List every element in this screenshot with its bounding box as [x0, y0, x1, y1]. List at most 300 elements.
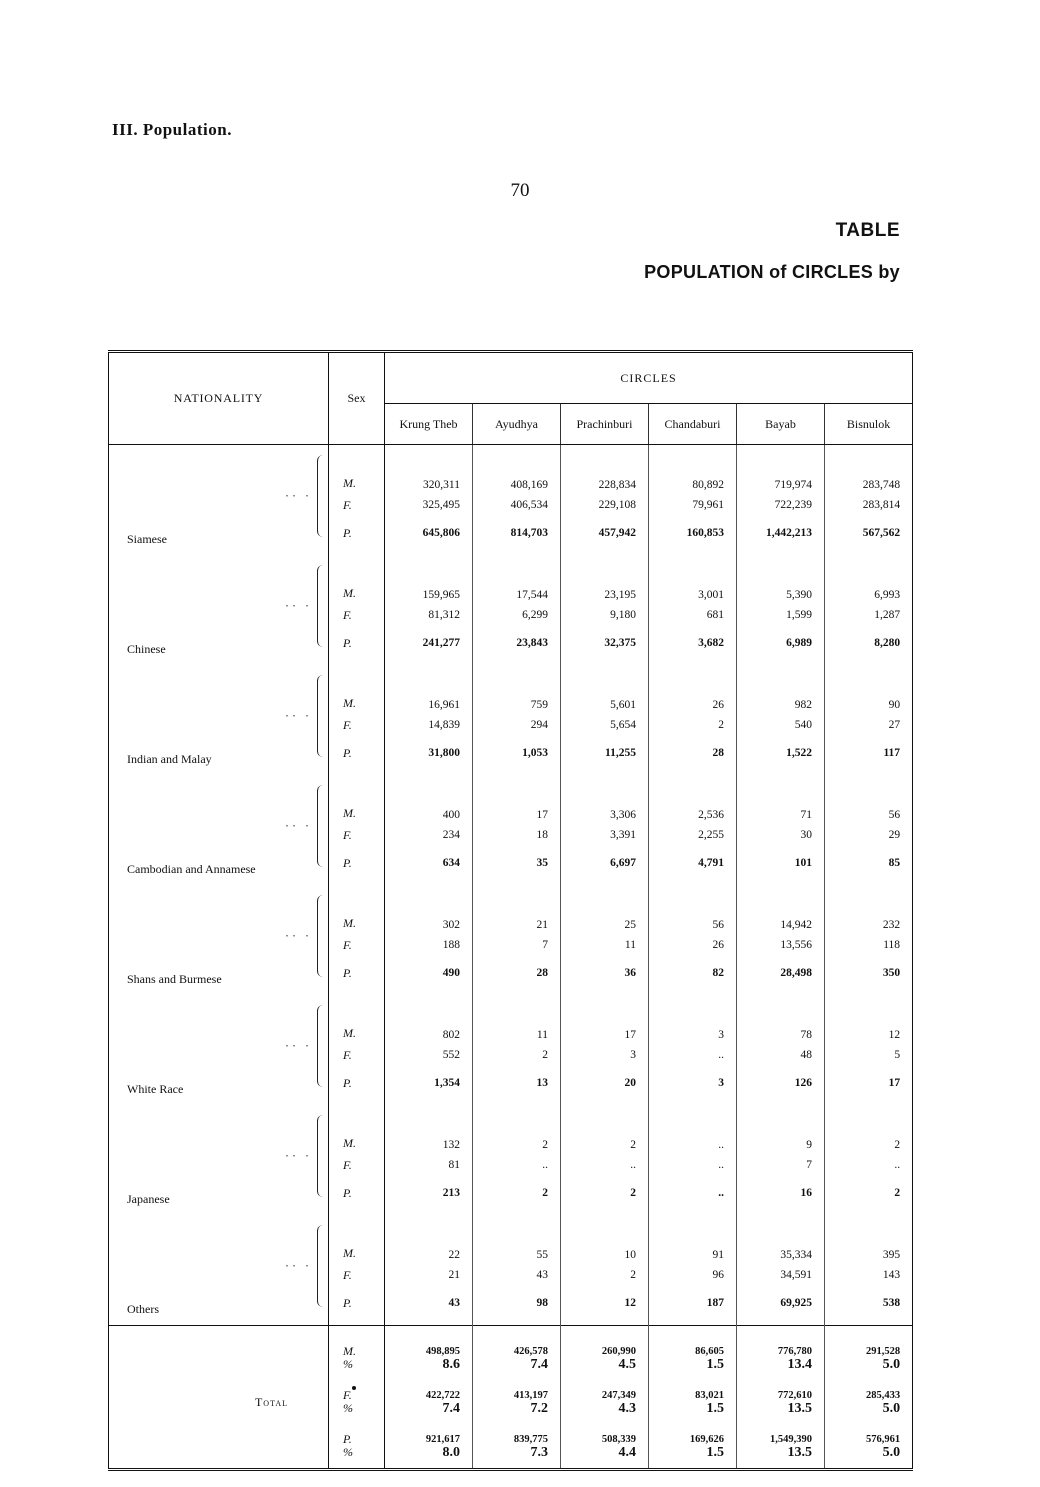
- value-cell: 1,287: [874, 609, 901, 621]
- leader-dots: ·· ·: [285, 1038, 312, 1053]
- leader-dots: ·· ·: [285, 818, 312, 833]
- value-cell: 3: [649, 1069, 737, 1097]
- value-cell: 5,654: [561, 711, 649, 739]
- sex-cell: M.: [329, 885, 385, 931]
- value-cell: 23,195: [561, 555, 649, 601]
- value-cell: 3,306: [561, 775, 649, 821]
- spacer-cell: [473, 1207, 561, 1215]
- value-cell: 2,255: [649, 821, 737, 849]
- value-cell: 23,843: [473, 629, 561, 657]
- value-cell: 81: [385, 1151, 473, 1179]
- value-cell: 55: [473, 1215, 561, 1261]
- value-cell: 722,239: [737, 491, 825, 519]
- spacer-cell: [109, 657, 329, 665]
- spacer-cell: [649, 767, 737, 775]
- value-cell: 6,697: [561, 849, 649, 877]
- table-row: [109, 555, 913, 601]
- value-cell: 408,169: [473, 445, 561, 492]
- sex-label: P.: [343, 1432, 352, 1446]
- total-value-cell: [737, 1336, 825, 1380]
- value-cell: 98: [473, 1289, 561, 1317]
- value-cell: 91: [649, 1215, 737, 1261]
- total-value-cell: [473, 1380, 561, 1424]
- spacer-cell: [561, 1097, 649, 1105]
- spacer-cell: [825, 1207, 913, 1215]
- nationality-header: NATIONALITY: [109, 352, 329, 445]
- value-cell: 3: [649, 995, 737, 1041]
- spacer-cell: [109, 1207, 329, 1215]
- spacer-cell: [737, 877, 825, 885]
- value-cell: 1,442,213: [737, 519, 825, 547]
- spacer-cell: [825, 1326, 913, 1337]
- total-percent: 1.5: [706, 1401, 724, 1416]
- value-cell: 982: [737, 665, 825, 711]
- sex-cell: M.: [329, 995, 385, 1041]
- nationality-label: Chinese: [127, 642, 166, 656]
- spacer-cell: [385, 1326, 473, 1337]
- spacer-cell: [561, 877, 649, 885]
- value-cell: 5: [894, 1049, 901, 1061]
- value-cell: 12: [561, 1289, 649, 1317]
- spacer-cell: [737, 1097, 825, 1105]
- value-cell: 22: [385, 1215, 473, 1261]
- value-cell: 43: [473, 1261, 561, 1289]
- spacer-cell: [649, 657, 737, 665]
- spacer-cell: [649, 1097, 737, 1105]
- value-cell: 213: [385, 1179, 473, 1207]
- leader-dots: ·· ·: [285, 598, 312, 613]
- spacer-cell: [329, 987, 385, 995]
- value-cell: 11: [561, 931, 649, 959]
- value-cell: 35,334: [737, 1215, 825, 1261]
- total-value-cell: [649, 1336, 737, 1380]
- total-number: 1,549,390: [770, 1434, 812, 1445]
- spacer-cell: [473, 987, 561, 995]
- spacer-cell: [825, 987, 913, 995]
- spacer-cell: [649, 547, 737, 555]
- spacer-cell: [561, 767, 649, 775]
- spacer-cell: [825, 877, 913, 885]
- spacer-cell: [561, 547, 649, 555]
- sex-cell: P.: [329, 519, 385, 547]
- total-number: 576,961: [865, 1434, 901, 1445]
- spacer-cell: [649, 987, 737, 995]
- value-cell: 79,961: [649, 491, 737, 519]
- value-cell: 17: [473, 775, 561, 821]
- value-cell: 2: [473, 1041, 561, 1069]
- total-number: 422,722: [425, 1390, 460, 1401]
- value-cell: 13: [473, 1069, 561, 1097]
- total-number: 921,617: [425, 1434, 460, 1445]
- spacer-cell: [385, 1317, 473, 1326]
- circle-name: Prachinburi: [561, 404, 649, 445]
- brace-mark: [317, 785, 324, 867]
- sex-cell: P.: [329, 1179, 385, 1207]
- value-cell: 2: [894, 1139, 901, 1151]
- sex-cell: [329, 1336, 385, 1380]
- spacer-cell: [649, 1207, 737, 1215]
- value-cell: 117: [883, 747, 901, 759]
- spacer-cell: [473, 547, 561, 555]
- total-value-cell: [473, 1336, 561, 1380]
- leader-dots: ·· ·: [285, 928, 312, 943]
- value-cell: 12: [888, 1029, 901, 1041]
- sex-cell: P.: [329, 739, 385, 767]
- value-cell: 552: [385, 1041, 473, 1069]
- value-cell: 645,806: [385, 519, 473, 547]
- sex-cell: F.: [329, 821, 385, 849]
- spacer-cell: [737, 657, 825, 665]
- sex-cell: [329, 1424, 385, 1470]
- sex-cell: F.: [329, 711, 385, 739]
- value-cell: 25: [561, 885, 649, 931]
- circles-header: CIRCLES: [385, 352, 913, 404]
- value-cell: 43: [385, 1289, 473, 1317]
- spacer-cell: [473, 1326, 561, 1337]
- value-cell: 188: [385, 931, 473, 959]
- value-cell: 187: [649, 1289, 737, 1317]
- total-percent: 8.0: [442, 1445, 460, 1460]
- value-cell: 320,311: [385, 445, 473, 492]
- value-cell: 1,354: [385, 1069, 473, 1097]
- value-cell: 10: [561, 1215, 649, 1261]
- value-cell: 17,544: [473, 555, 561, 601]
- value-cell: 400: [385, 775, 473, 821]
- total-percent: 13.5: [787, 1401, 812, 1416]
- value-cell: 283,748: [862, 479, 901, 491]
- value-cell: 1,522: [737, 739, 825, 767]
- total-number: 86,605: [695, 1346, 724, 1357]
- value-cell: 21: [473, 885, 561, 931]
- nationality-label: Japanese: [127, 1192, 170, 1206]
- value-cell: 82: [649, 959, 737, 987]
- value-cell: 56: [888, 809, 901, 821]
- spacer-cell: [109, 987, 329, 995]
- total-value-cell: [737, 1424, 825, 1470]
- total-number: 169,626: [689, 1434, 724, 1445]
- spacer-cell: [737, 1207, 825, 1215]
- value-cell: ..: [473, 1151, 561, 1179]
- sex-cell: F.: [329, 1151, 385, 1179]
- leader-dots: ·· ·: [285, 488, 312, 503]
- table-row: [109, 775, 913, 821]
- value-cell: 7: [737, 1151, 825, 1179]
- spacer-cell: [737, 1317, 825, 1326]
- sex-cell: F.: [329, 601, 385, 629]
- total-value-cell: [473, 1424, 561, 1470]
- table-row: [109, 995, 913, 1041]
- spacer-cell: [825, 657, 913, 665]
- spacer-cell: [109, 547, 329, 555]
- row-spacer: [109, 657, 913, 665]
- nationality-label: White Race: [127, 1082, 184, 1096]
- value-cell: 490: [385, 959, 473, 987]
- value-cell: 567,562: [862, 527, 901, 539]
- spacer-cell: [737, 1326, 825, 1337]
- value-cell: 6,299: [473, 601, 561, 629]
- sex-cell: P.: [329, 1289, 385, 1317]
- spacer-cell: [109, 1326, 329, 1337]
- nationality-cell: [109, 775, 329, 877]
- nationality-label: Indian and Malay: [127, 752, 212, 766]
- value-cell: 5,390: [737, 555, 825, 601]
- value-cell: 56: [649, 885, 737, 931]
- total-percent: 7.3: [530, 1445, 548, 1460]
- sex-label: F.: [343, 1388, 352, 1402]
- total-value-cell: [561, 1424, 649, 1470]
- value-cell: 78: [737, 995, 825, 1041]
- row-spacer: [109, 987, 913, 995]
- spacer-cell: [737, 767, 825, 775]
- value-cell: 2: [649, 711, 737, 739]
- value-cell: 16: [737, 1179, 825, 1207]
- total-label: Total: [109, 1336, 329, 1470]
- spacer-cell: [329, 1207, 385, 1215]
- brace-mark: [317, 1225, 324, 1307]
- total-number: 83,021: [695, 1390, 724, 1401]
- sex-cell: M.: [329, 665, 385, 711]
- sex-cell: F.: [329, 1261, 385, 1289]
- value-cell: 21: [385, 1261, 473, 1289]
- value-cell: 3,001: [649, 555, 737, 601]
- value-cell: 9: [737, 1105, 825, 1151]
- value-cell: 3,682: [649, 629, 737, 657]
- value-cell: 26: [649, 665, 737, 711]
- table-row: [109, 1215, 913, 1261]
- value-cell: ..: [649, 1105, 737, 1151]
- total-value-cell: [561, 1336, 649, 1380]
- value-cell: 2,536: [649, 775, 737, 821]
- value-cell: 17: [888, 1077, 901, 1089]
- nationality-label: Cambodian and Annamese: [127, 862, 256, 876]
- value-cell: 406,534: [473, 491, 561, 519]
- nationality-cell: [109, 555, 329, 657]
- value-cell: 8,280: [874, 637, 901, 649]
- value-cell: 80,892: [649, 445, 737, 492]
- brace-mark: [317, 455, 324, 537]
- total-percent: 7.2: [530, 1401, 548, 1416]
- total-percent: 4.3: [618, 1401, 636, 1416]
- total-number: 285,433: [865, 1390, 901, 1401]
- value-cell: 5,601: [561, 665, 649, 711]
- value-cell: 6,989: [737, 629, 825, 657]
- total-number: 498,895: [425, 1346, 460, 1357]
- circle-name: Bisnulok: [825, 404, 913, 445]
- row-spacer: [109, 767, 913, 775]
- spacer-cell: [109, 1097, 329, 1105]
- spacer-cell: [385, 547, 473, 555]
- value-cell: ..: [561, 1151, 649, 1179]
- value-cell: 126: [737, 1069, 825, 1097]
- sex-cell: P.: [329, 959, 385, 987]
- value-cell: 1,599: [737, 601, 825, 629]
- value-cell: 14,942: [737, 885, 825, 931]
- section-heading: III. Population.: [112, 120, 232, 139]
- sex-cell: M.: [329, 775, 385, 821]
- value-cell: 6,993: [874, 589, 901, 601]
- total-value-cell: [561, 1380, 649, 1424]
- spacer-cell: [649, 877, 737, 885]
- value-cell: 48: [737, 1041, 825, 1069]
- percent-label: %: [343, 1445, 353, 1459]
- row-spacer: [109, 547, 913, 555]
- spacer-cell: [109, 1317, 329, 1326]
- value-cell: 143: [882, 1269, 901, 1281]
- value-cell: 229,108: [561, 491, 649, 519]
- spacer-cell: [561, 1326, 649, 1337]
- value-cell: 3,391: [561, 821, 649, 849]
- total-value-cell: [385, 1424, 473, 1470]
- nationality-cell: [109, 1215, 329, 1317]
- total-percent: 5.0: [882, 1357, 901, 1372]
- spacer-cell: [385, 1097, 473, 1105]
- value-cell: 634: [385, 849, 473, 877]
- spacer-cell: [385, 877, 473, 885]
- value-cell: 2: [561, 1179, 649, 1207]
- value-cell: 28,498: [737, 959, 825, 987]
- value-cell: 7: [473, 931, 561, 959]
- total-percent: 4.5: [618, 1357, 636, 1372]
- value-cell: 13,556: [737, 931, 825, 959]
- percent-label: %: [343, 1357, 353, 1371]
- value-cell: 802: [385, 995, 473, 1041]
- table-row: [109, 445, 913, 492]
- total-number: 413,197: [513, 1390, 548, 1401]
- value-cell: 395: [882, 1249, 901, 1261]
- circle-name: Krung Theb: [385, 404, 473, 445]
- spacer-cell: [329, 1326, 385, 1337]
- value-cell: ..: [649, 1151, 737, 1179]
- value-cell: 283,814: [862, 499, 901, 511]
- total-percent: 5.0: [882, 1401, 901, 1416]
- value-cell: 71: [737, 775, 825, 821]
- nationality-label: Shans and Burmese: [127, 972, 222, 986]
- spacer-cell: [825, 547, 913, 555]
- spacer-cell: [385, 1207, 473, 1215]
- spacer-cell: [473, 767, 561, 775]
- value-cell: 540: [737, 711, 825, 739]
- spacer-cell: [385, 987, 473, 995]
- nationality-cell: [109, 995, 329, 1097]
- total-value-cell: [825, 1424, 913, 1470]
- total-value-cell: [385, 1336, 473, 1380]
- value-cell: 35: [473, 849, 561, 877]
- value-cell: 4,791: [649, 849, 737, 877]
- total-percent: 7.4: [442, 1401, 460, 1416]
- value-cell: ..: [649, 1041, 737, 1069]
- sex-cell: P.: [329, 1069, 385, 1097]
- total-number: 260,990: [601, 1346, 636, 1357]
- sex-cell: [329, 1380, 385, 1424]
- value-cell: 27: [888, 719, 901, 731]
- nationality-label: Siamese: [127, 532, 167, 546]
- spacer-cell: [561, 1317, 649, 1326]
- total-number: 291,528: [865, 1346, 901, 1357]
- value-cell: 3: [561, 1041, 649, 1069]
- value-cell: 2: [894, 1187, 901, 1199]
- sex-cell: M.: [329, 1215, 385, 1261]
- value-cell: 350: [882, 967, 901, 979]
- value-cell: 11: [473, 995, 561, 1041]
- value-cell: 294: [473, 711, 561, 739]
- value-cell: 9,180: [561, 601, 649, 629]
- table-row: [109, 1105, 913, 1151]
- total-percent: 4.4: [618, 1445, 636, 1460]
- total-value-cell: [649, 1380, 737, 1424]
- value-cell: 302: [385, 885, 473, 931]
- value-cell: 159,965: [385, 555, 473, 601]
- value-cell: 814,703: [473, 519, 561, 547]
- value-cell: 81,312: [385, 601, 473, 629]
- sex-cell: F.: [329, 1041, 385, 1069]
- leader-dots: ·· ·: [285, 1148, 312, 1163]
- row-spacer: [109, 1207, 913, 1215]
- sex-cell: F.: [329, 931, 385, 959]
- stray-mark: [352, 1386, 356, 1390]
- value-cell: 31,800: [385, 739, 473, 767]
- brace-mark: [317, 1115, 324, 1197]
- value-cell: 719,974: [737, 445, 825, 492]
- table-row: [109, 885, 913, 931]
- spacer-cell: [385, 767, 473, 775]
- value-cell: 11,255: [561, 739, 649, 767]
- nationality-cell: [109, 1105, 329, 1207]
- sex-cell: P.: [329, 629, 385, 657]
- spacer-cell: [109, 767, 329, 775]
- spacer-cell: [649, 1326, 737, 1337]
- total-row: [109, 1336, 913, 1380]
- value-cell: 132: [385, 1105, 473, 1151]
- value-cell: 118: [883, 939, 901, 951]
- nationality-label: Others: [127, 1302, 159, 1316]
- sex-cell: P.: [329, 849, 385, 877]
- total-value-cell: [825, 1380, 913, 1424]
- value-cell: 26: [649, 931, 737, 959]
- brace-mark: [317, 675, 324, 757]
- value-cell: 36: [561, 959, 649, 987]
- value-cell: 28: [473, 959, 561, 987]
- value-cell: ..: [894, 1159, 901, 1171]
- spacer-cell: [329, 547, 385, 555]
- value-cell: 28: [649, 739, 737, 767]
- total-percent: 13.4: [787, 1357, 812, 1372]
- total-number: 776,780: [777, 1346, 812, 1357]
- value-cell: 160,853: [649, 519, 737, 547]
- value-cell: 17: [561, 995, 649, 1041]
- value-cell: 2: [473, 1105, 561, 1151]
- spacer-cell: [825, 1097, 913, 1105]
- value-cell: 759: [473, 665, 561, 711]
- circle-name: Chandaburi: [649, 404, 737, 445]
- value-cell: 457,942: [561, 519, 649, 547]
- value-cell: 241,277: [385, 629, 473, 657]
- value-cell: 228,834: [561, 445, 649, 492]
- total-separator: [109, 1326, 913, 1337]
- brace-mark: [317, 895, 324, 977]
- spacer-cell: [329, 657, 385, 665]
- value-cell: 1,053: [473, 739, 561, 767]
- total-percent: 5.0: [882, 1445, 901, 1460]
- spacer-cell: [737, 987, 825, 995]
- spacer-cell: [473, 1317, 561, 1326]
- total-percent: 7.4: [530, 1357, 548, 1372]
- value-cell: 96: [649, 1261, 737, 1289]
- value-cell: 232: [882, 919, 901, 931]
- total-number: 508,339: [601, 1434, 636, 1445]
- row-spacer: [109, 1097, 913, 1105]
- value-cell: 20: [561, 1069, 649, 1097]
- sex-cell: M.: [329, 1105, 385, 1151]
